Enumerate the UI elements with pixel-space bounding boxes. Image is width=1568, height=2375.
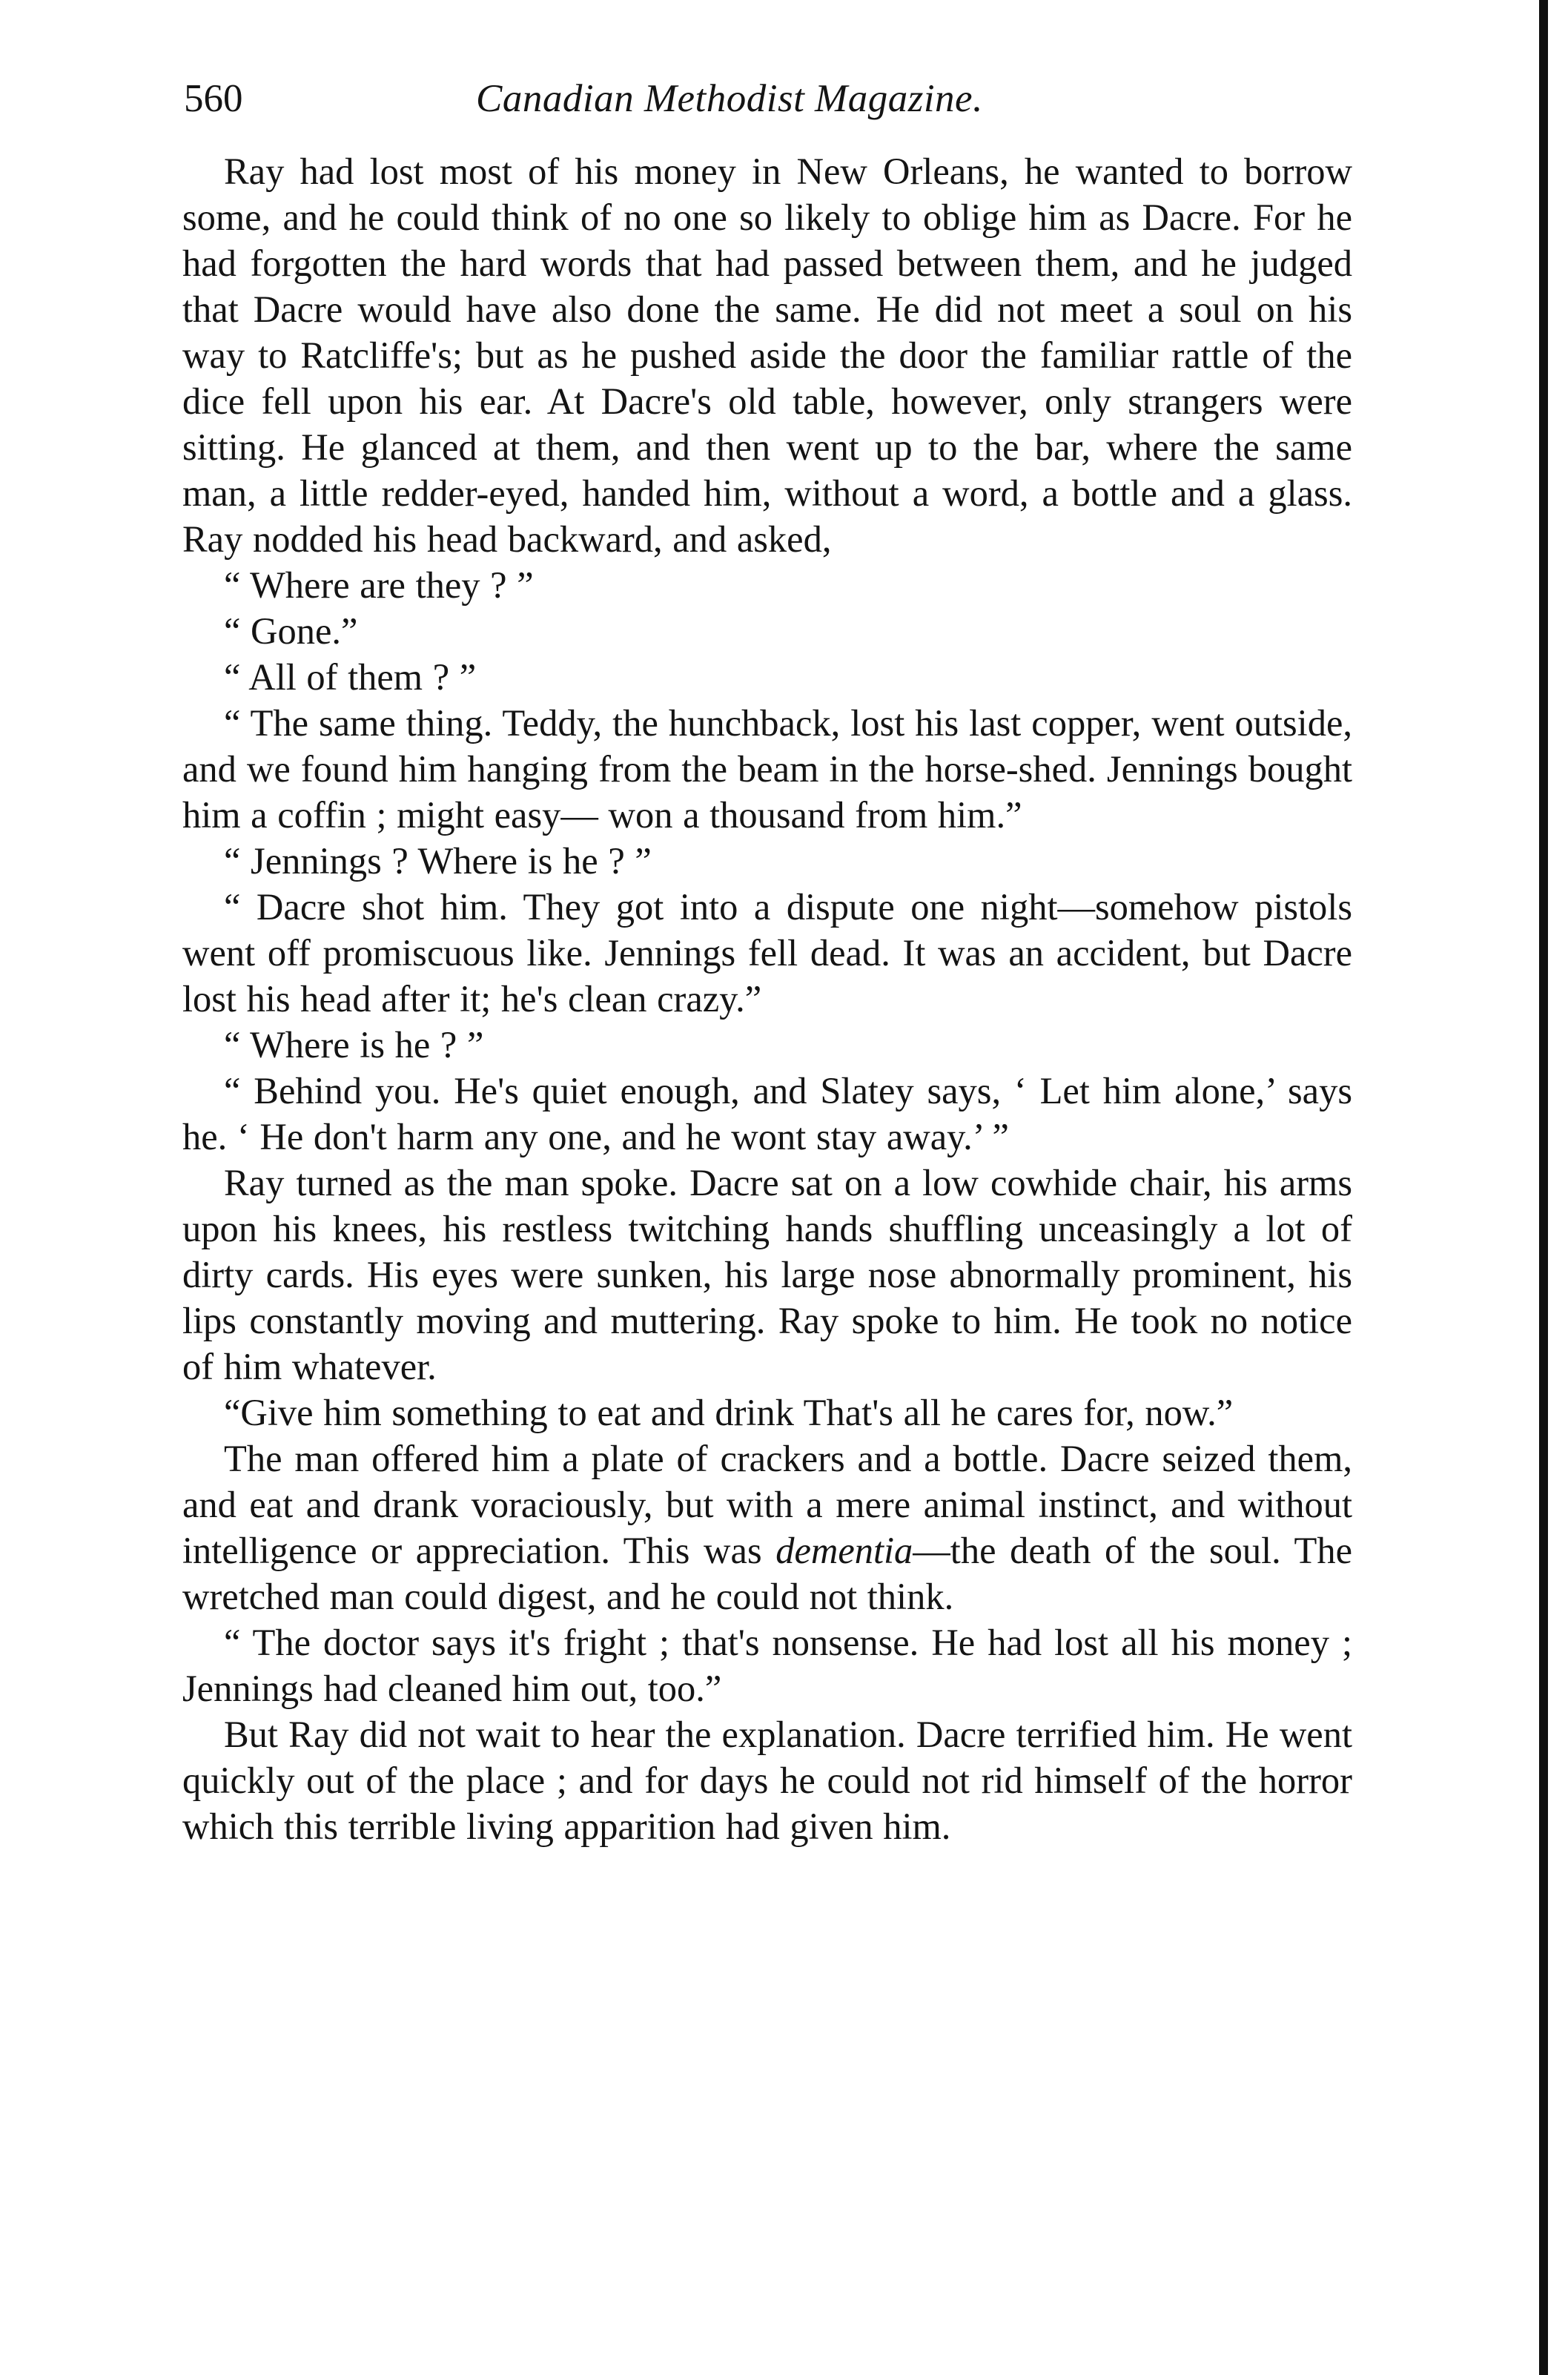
- page-number: 560: [184, 77, 243, 120]
- paragraph: Ray had lost most of his money in New Orleans, he wanted to borrow some, and he could think of no one so likely to oblige him as Dacre. For he had forgotten the hard words that had passed between them, and he judged that Dacre would have also done the same. He did not meet a soul on his way to Ratcliffe's; but as he pushed aside the door the familiar rattle of the dice fell upon his ear. At Dacre's old table, however, only strangers were sitting. He glanced at them, and then went up to the bar, where the same man, a little redder-eyed, handed him, without a word, a bottle and a glass. Ray nodded his head backward, and asked,: [182, 151, 1352, 560]
- dialogue-line: “ Dacre shot him. They got into a dispute one night—somehow pistols went off promiscuous like. Jennings fell dead. It was an accident, but Dacre lost his head after it; he's clean crazy.”: [182, 886, 1352, 1020]
- page-header: [184, 73, 1355, 125]
- dialogue-line: “ Behind you. He's quiet enough, and Slatey says, ‘ Let him alone,’ says he. ‘ He don't harm any one, and he wont stay away.’ ”: [182, 1070, 1352, 1157]
- page-edge-bar: [1539, 0, 1548, 2375]
- dialogue-line: “Give him something to eat and drink That's all he cares for, now.”: [224, 1392, 1234, 1433]
- italic-term: dementia: [775, 1530, 913, 1571]
- paragraph-text-before: The man offered him a plate of crackers and a bottle. Dacre seized them, and eat and drank voraciously, but with a mere animal instinct, and without intelligence or appreciation. This was: [182, 1438, 1352, 1571]
- dialogue-line: “ Jennings ? Where is he ? ”: [224, 840, 652, 882]
- paragraph-dementia: [182, 1436, 1352, 1619]
- paragraph-text-after: —the death of the soul. The wretched man could digest, and he could not think.: [182, 1530, 1352, 1617]
- dialogue-line: “ The same thing. Teddy, the hunchback, lost his last copper, went outside, and we found him hanging from the beam in the horse-shed. Jennings bought him a coffin ; might easy— won a thousand from him.”: [182, 702, 1352, 836]
- paragraph: Ray turned as the man spoke. Dacre sat on a low cowhide chair, his arms upon his knees, his restless twitching hands shuffling unceasingly a lot of dirty cards. His eyes were sunken, his large nose abnormally prominent, his lips constantly moving and muttering. Ray spoke to him. He took no notice of him whatever.: [182, 1162, 1352, 1387]
- dialogue-line: “ Where is he ? ”: [224, 1024, 484, 1066]
- dialogue-line: “ All of them ? ”: [224, 656, 477, 698]
- dialogue-line: “ The doctor says it's fright ; that's nonsense. He had lost all his money ; Jennings had cleaned him out, too.”: [182, 1622, 1352, 1709]
- running-title: Canadian Methodist Magazine.: [476, 77, 983, 120]
- dialogue-line: “ Gone.”: [224, 610, 358, 652]
- dialogue-line: “ Where are they ? ”: [224, 564, 534, 606]
- paragraph: But Ray did not wait to hear the explanation. Dacre terrified him. He went quickly out of the place ; and for days he could not rid himself of the horror which this terrible living apparition had given him.: [182, 1714, 1352, 1847]
- body-text: [182, 148, 1352, 1849]
